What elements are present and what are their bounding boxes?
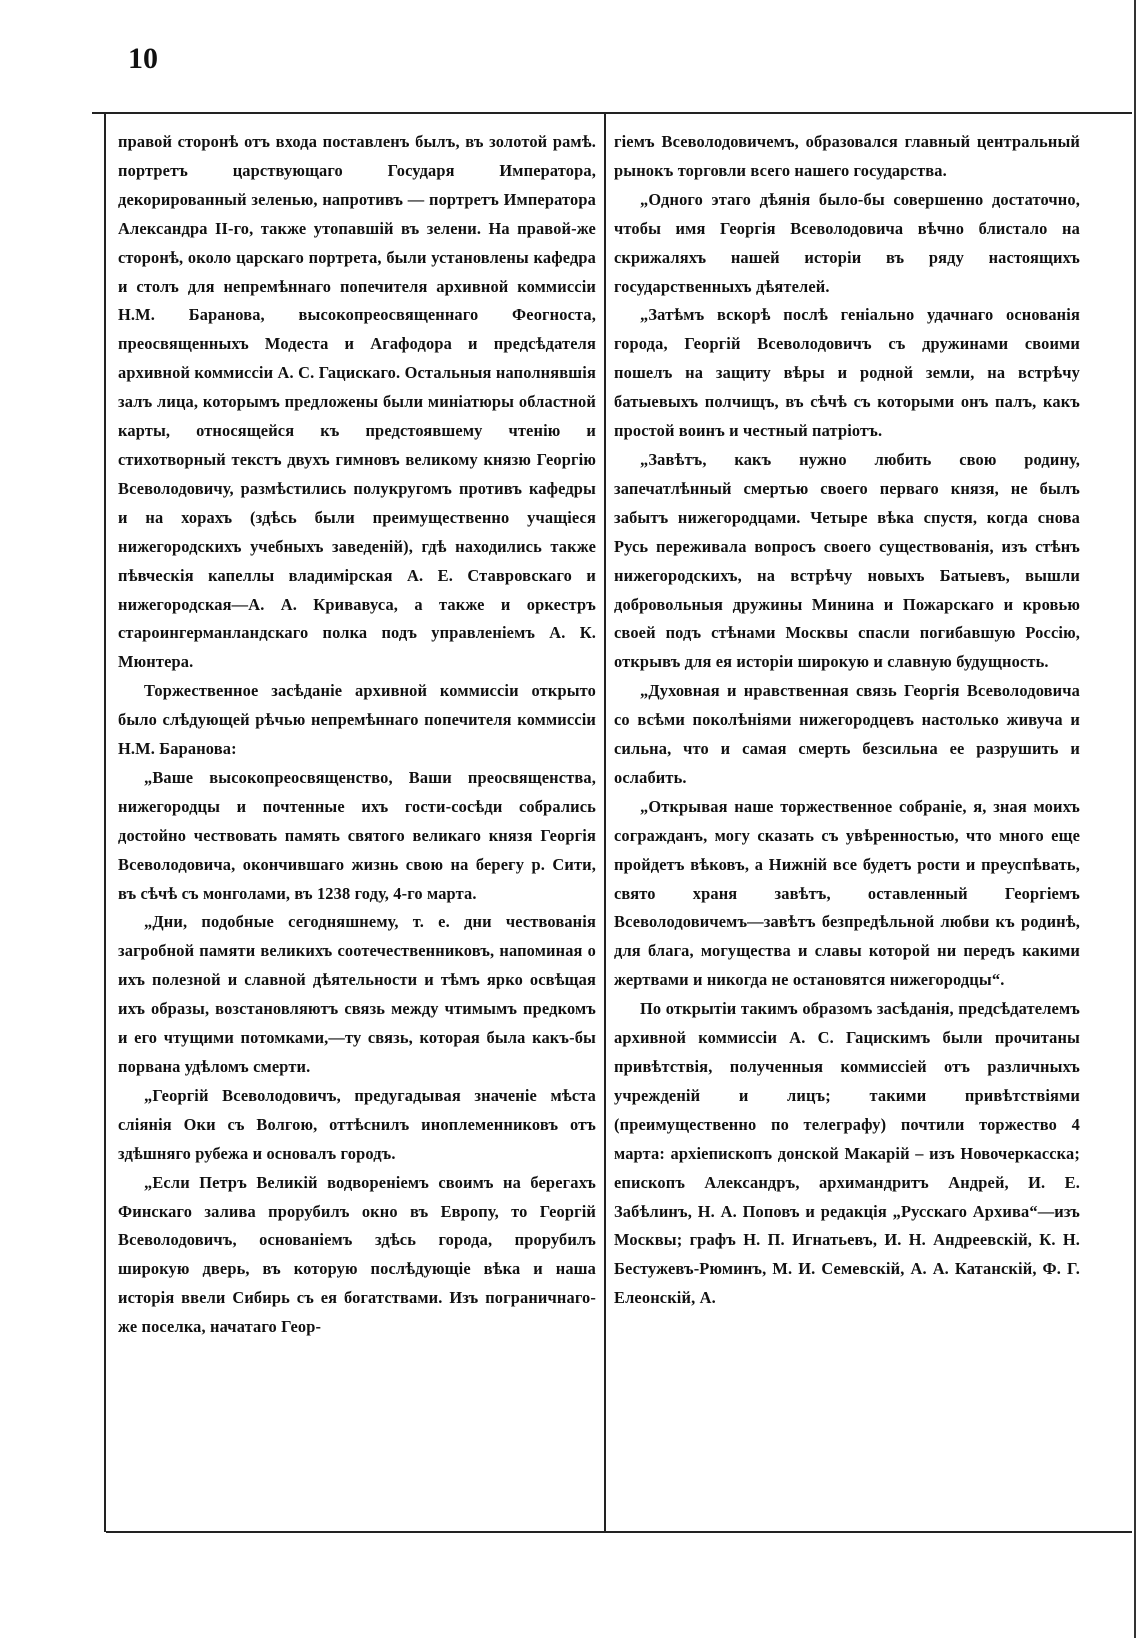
paragraph: „Одного этаго дѣянія было-бы совершенно достаточно, чтобы имя Георгія Всеволодовича вѣчно блистало на скрижаляхъ нашей исторіи въ ряду настоящихъ государственныхъ дѣятелей.	[614, 189, 1080, 296]
paragraph: „Если Петръ Великій водвореніемъ своимъ на берегахъ Финскаго залива прорубилъ окно въ Европу, то Георгій Всеволодовичъ, основаніемъ здѣсь города, прорубилъ широкую дверь, въ которую послѣдующіе вѣка и наша исторія ввели Сибирь съ ея богатствами. Изъ пограничнаго-же поселка, начатаго Геор-	[118, 1172, 596, 1337]
paragraph: По открытіи такимъ образомъ засѣданія, предсѣдателемъ архивной коммиссіи А. С. Гацискимъ были прочитаны привѣтствія, полученныя коммиссіей отъ различныхъ учрежденій и лицъ; такими привѣтствіями (преимущественно по телеграфу) почтили торжество 4 марта: архіепископъ донской Макарій – изъ Новочеркасска; епископъ Александръ, архимандритъ Андрей, И. Е. Забѣлинъ, Н. А. Поповъ и редакція „Русскаго Архива“—изъ Москвы; графъ Н. П. Игнатьевъ, И. Н. Андреевскій, К. Н. Бестужевъ-Рюминъ, М. И. Семевскій, А. А. Катанскій, Ф. Г. Елеонскій, А.	[614, 999, 1080, 1308]
right-column	[614, 128, 1080, 1313]
page-edge-rule	[1134, 0, 1136, 1638]
left-column-rule	[104, 114, 106, 1532]
paragraph: „Георгій Всеволодовичъ, предугадывая значеніе мѣста сліянія Оки съ Волгою, оттѣснилъ иноплеменниковъ отъ здѣшняго рубежа и основалъ городъ.	[118, 1085, 596, 1163]
paragraph: „Дни, подобные сегодняшнему, т. е. дни чествованія загробной памяти великихъ соотечественниковъ, напоминая о ихъ полезной и славной дѣятельности и тѣмъ ярко освѣщая ихъ образы, возстановляютъ связь между чтимымъ предкомъ и его чтущими потомками,—ту связь, которая была какъ-бы порвана удѣломъ смерти.	[118, 912, 596, 1076]
paragraph: „Завѣтъ, какъ нужно любить свою родину, запечатлѣнный смертью своего перваго князя, не былъ забытъ нижегородцами. Четыре вѣка спустя, когда снова Русь переживала вопросъ своего существованія, изъ стѣнъ нижегородскихъ, на встрѣчу новыхъ Батыевъ, вышли добровольныя дружины Минина и Пожарскаго и кровью своей подъ стѣнами Москвы спасли погибавшую Россію, открывъ для ея исторіи широкую и славную будущность.	[614, 449, 1080, 672]
paragraph: „Духовная и нравственная связь Георгія Всеволодовича со всѣми поколѣніями нижегородцевъ настолько живуча и сильна, что и самая смерть безсильна ее разрушить и ослабить.	[614, 681, 1080, 787]
paragraph: правой сторонѣ отъ входа поставленъ былъ, въ золотой рамѣ. портретъ царствующаго Государя Императора, декорированный зеленью, напротивъ — портретъ Императора Александра II-го, также утопавшій въ зелени. На правой-же сторонѣ, около царскаго портрета, были установлены кафедра и столъ для непремѣннаго попечителя архивной коммиссіи Н.М. Баранова, высокопреосвященнаго Феогноста, преосвященныхъ Модеста и Агафодора и предсѣдателя архивной коммиссіи А. С. Гацискаго. Остальныя наполнявшія залъ лица, которымъ предложены были миніатюры областной карты, относящейся къ предстоявшему чтенію и стихотворный текстъ двухъ гимновъ великому князю Георгію Всеволодовичу, размѣстились полукругомъ противъ кафедры и на хорахъ (здѣсь были преимущественно учащіеся нижегородскихъ учебныхъ заведеній), гдѣ находились также пѣвческія капеллы владимірская А. Е. Ставровскаго и нижегородская—А. А. Кривавуса, а также и оркестръ староингерманландскаго полка подъ управленіемъ А. К. Мюнтера.	[118, 132, 596, 672]
column-divider	[604, 114, 606, 1532]
paragraph: „Затѣмъ вскорѣ послѣ геніально удачнаго основанія города, Георгій Всеволодовичъ съ дружинами своими пошелъ на защиту вѣры и родной земли, на встрѣчу батыевыхъ полчищъ, въ сѣчѣ съ которыми онъ палъ, какъ простой воинъ и честный патріотъ.	[614, 305, 1080, 441]
paragraph: „Открывая наше торжественное собраніе, я, зная моихъ согражданъ, могу сказать съ увѣренностью, что много еще пройдетъ вѣковъ, а Нижній все будетъ рости и преуспѣвать, свято храня завѣтъ, оставленный Георгіемъ Всеволодовичемъ—завѣтъ безпредѣльной любви къ родинѣ, для блага, могущества и славы которой ни передъ какими жертвами и никогда не остановятся нижегородцы“.	[614, 796, 1080, 990]
top-rule	[92, 112, 1132, 114]
paragraph: Торжественное засѣданіе архивной коммиссіи открыто было слѣдующей рѣчью непремѣннаго попечителя коммиссіи Н.М. Баранова:	[118, 681, 596, 759]
bottom-rule	[106, 1531, 1132, 1533]
paragraph: „Ваше высокопреосвященство, Ваши преосвященства, нижегородцы и почтенные ихъ гости-сосѣди собрались достойно чествовать память святого великаго князя Георгія Всеволодовича, окончившаго жизнь свою на берегу р. Сити, въ сѣчѣ съ монголами, въ 1238 году, 4-го марта.	[118, 767, 596, 903]
paragraph: гіемъ Всеволодовичемъ, образовался главный центральный рынокъ торговли всего нашего государства.	[614, 132, 1080, 180]
page-number: 10	[128, 42, 158, 75]
left-column	[118, 128, 596, 1342]
